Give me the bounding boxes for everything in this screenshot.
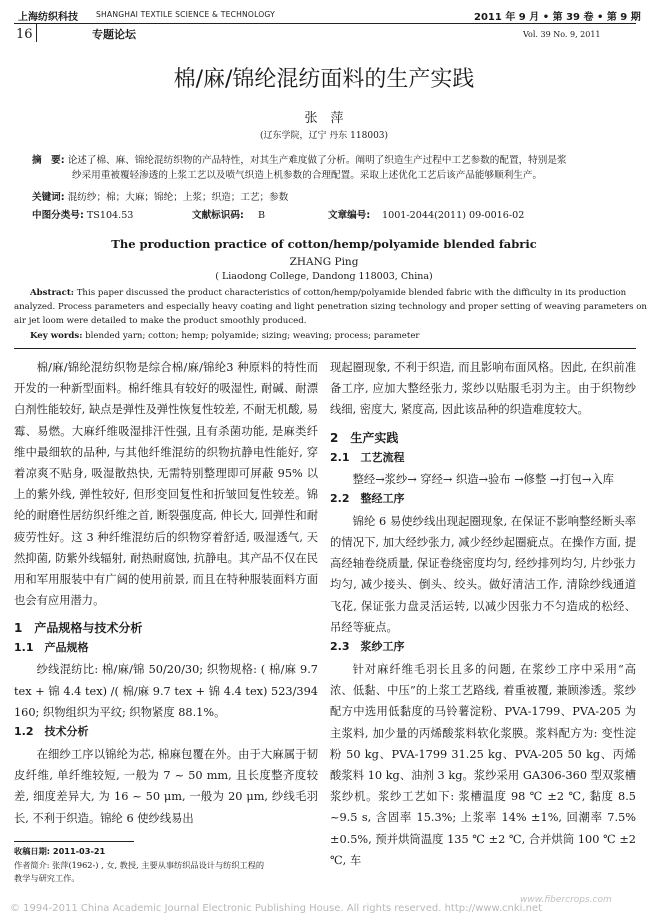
page-number-divider xyxy=(36,24,37,42)
abstract-cn-line2: 纱采用重被覆轻渗透的上浆工艺以及喷气织造上机参数的合理配置。采取上述优化工艺后该产品能够顺利生产。 xyxy=(72,170,543,181)
section-2-heading: 2 生产实践 xyxy=(330,430,399,445)
keywords-cn-text: 混纺纱；棉；大麻；锦纶；上浆；织造；工艺；参数 xyxy=(67,192,289,203)
issue-info-en: Vol. 39 No. 9, 2011 xyxy=(523,30,601,39)
abstract-en-line2: analyzed. Process parameters and especially heavy coating and light penetration sizing technology and proper setting of weaving parameters on xyxy=(14,302,647,312)
footnote-rule xyxy=(14,841,134,842)
abstract-en-line1: This paper discussed the product characteristics of cotton/hemp/polyamide blended fabric with the difficulty in its production xyxy=(76,288,627,298)
left-column xyxy=(14,357,318,829)
abstract-separator xyxy=(14,348,636,349)
header-rule xyxy=(14,23,636,24)
author-en: ZHANG Ping xyxy=(289,256,359,268)
keywords-label: 关键词: xyxy=(32,192,65,203)
abstract-cn-line1: 论述了棉、麻、锦纶混纺织物的产品特性，对其生产难度做了分析。阐明了织造生产过程中工艺参数的配置，特别是浆 xyxy=(67,155,567,166)
title-en: The production practice of cotton/hemp/polyamide blended fabric xyxy=(111,237,537,251)
author-info-line2: 教学与研究工作。 xyxy=(14,873,80,883)
tech-paragraph: 在细纱工序以锦纶为芯, 棉麻包覆在外。由于大麻属于韧皮纤维, 单纤维较短, 一般为 7 ~ 50 mm, 且长度整齐度较差, 细度差异大, 为 16 ~ 50 μm, 一般为 20 μm, 纱线毛羽长, 不利于织造。锦纶 6 使纱线易出 xyxy=(14,748,318,825)
intro-paragraph: 棉/麻/锦纶混纺织物是综合棉/麻/锦纶3 种原料的特性而开发的一种新型面料。棉纤维具有较好的吸湿性, 耐碱、耐漂白剂性能较好, 缺点是弹性及弹性恢复性较差, 不耐无机酸, 易霉、易燃。大麻纤维吸湿排汗性强, 且有杀菌功能, 是麻类纤维中最细软的品种, 与其他纤维混纺的织物抗静电性能好, 穿着凉爽不贴身, 吸湿散热快, 无需特别整理即可屏蔽 95% 以上的紫外线, 弹性较好, 但形变回复性和折皱回复性较差。锦纶的耐磨性居纺织纤维之首, 断裂强度高, 伸长大, 回弹性和耐疲劳性好。这 3 种纤维混纺后的织物穿着舒适, 吸湿透气, 天然抑菌, 防紫外线辐射, 耐热耐腐蚀, 抗静电。其产品不仅在民用和军用服装中有广阔的使用前景, 而且在特种服装面料方面也会有应用潜力。 xyxy=(14,361,318,608)
section-2-2-heading: 2.2 整经工序 xyxy=(330,491,405,505)
section-1-heading: 1 产品规格与技术分析 xyxy=(14,621,143,636)
issue-info-cn: 2011 年 9 月 • 第 39 卷 • 第 9 期 xyxy=(474,12,641,23)
doc-code-label: 文献标识码: xyxy=(192,210,244,221)
keywords-en-text: blended yarn; cotton; hemp; polyamide; sizing; weaving; process; parameter xyxy=(85,331,420,341)
copyright-watermark: © 1994-2011 China Academic Journal Electronic Publishing House. All rights reserved. http://www.cnki.net xyxy=(10,903,542,914)
journal-name-en: SHANGHAI TEXTILE SCIENCE & TECHNOLOGY xyxy=(96,10,275,19)
class-label: 中图分类号: xyxy=(32,210,84,221)
abstract-en-label: Abstract: xyxy=(30,288,74,298)
article-no-label: 文章编号: xyxy=(328,210,371,221)
article-no-value: 1001-2044(2011) 09-0016-02 xyxy=(382,210,525,221)
received-date: 收稿日期: 2011-03-21 xyxy=(14,846,106,856)
section-1-1-heading: 1.1 产品规格 xyxy=(14,641,89,655)
abstract-en xyxy=(14,286,647,328)
section-2-3-heading: 2.3 浆纱工序 xyxy=(330,640,405,654)
continued-paragraph: 现起圈现象, 不利于织造, 而且影响布面风格。因此, 在织前准备工序, 应加大整经张力, 浆纱以贴服毛羽为主。由于织物纱线细, 密度大, 紧度高, 因此该品种的织造难度较大。 xyxy=(330,361,636,417)
process-flow: 整经→浆纱→ 穿经→ 织造→验布 →修整 →打包→入库 xyxy=(352,472,614,486)
journal-name-cn: 上海纺织科技 xyxy=(18,12,78,23)
abstract-label: 摘 要: xyxy=(32,155,65,166)
spec-paragraph: 纱线混纺比: 棉/麻/锦 50/20/30; 织物规格: ( 棉/麻 9.7 tex + 锦 4.4 tex) /( 棉/麻 9.7 tex + 锦 4.4 tex) 523/394 160; 织物组织为平纹; 织物紧度 88.1%。 xyxy=(14,663,318,719)
right-column xyxy=(330,357,636,871)
affiliation-en: ( Liaodong College, Dandong 118003, China) xyxy=(215,271,433,282)
abstract-cn xyxy=(32,153,628,183)
section-1-2-heading: 1.2 技术分析 xyxy=(14,725,89,739)
affiliation-cn: (辽东学院，辽宁 丹东 118003) xyxy=(259,131,389,141)
keywords-en-label: Key words: xyxy=(30,331,83,341)
keywords-en xyxy=(14,329,634,343)
section-2-1-heading: 2.1 工艺流程 xyxy=(330,450,405,464)
doc-code-value: B xyxy=(258,210,266,221)
footnotes xyxy=(14,845,318,886)
abstract-en-line3: air jet loom were detailed to make the product smoothly produced. xyxy=(14,316,307,326)
page-number: 16 xyxy=(16,27,33,42)
site-watermark: www.fibercrops.com xyxy=(520,895,612,905)
author-info-line1: 作者简介: 张萍(1962-) , 女, 教授, 主要从事纺织品设计与纺织工程的 xyxy=(14,859,265,870)
author-cn: 张 萍 xyxy=(304,111,344,126)
title-cn: 棉/麻/锦纶混纺面料的生产实践 xyxy=(173,67,475,92)
class-value: TS104.53 xyxy=(86,210,134,221)
column-name: 专题论坛 xyxy=(92,28,136,41)
sizing-paragraph: 针对麻纤维毛羽长且多的问题, 在浆纱工序中采用“高浓、低黏、中压”的上浆工艺路线, 着重被覆, 兼顾渗透。浆纱配方中选用低黏度的马铃薯淀粉、PVA-1799、PVA-205 为主浆料, 加少量的丙烯酸浆料软化浆膜。浆料配方为: 变性淀粉 50 kg、PVA-1799 31.25 kg、PVA-205 50 kg、丙烯酸浆料 10 kg、油剂 3 kg。浆纱采用 GA306-360 型双浆槽浆纱机。浆纱工艺如下: 浆槽温度 98 ℃ ±2 ℃, 黏度 8.5 ~9.5 s, 含固率 15.3%; 上浆率 14% ±1%, 回潮率 7.5% ±0.5%, 预并烘筒温度 135 ℃ ±2 ℃, 合并烘筒 100 ℃ ±2 ℃, 车 xyxy=(330,663,636,867)
classification-row xyxy=(32,208,628,223)
keywords-cn xyxy=(32,190,288,205)
warping-paragraph: 锦纶 6 易使纱线出现起圈现象, 在保证不影响整经断头率的情况下, 加大经纱张力, 减少经纱起圈疵点。在操作方面, 提高经轴卷绕质量, 保证卷绕密度均匀, 经纱排列均匀, 片纱张力均匀, 减少接头、倒头、绞头。做好清洁工作, 清除纱线通道飞花, 保证张力盘灵活运转, 以减少因张力不匀造成的松经、吊经等疵点。 xyxy=(330,514,636,634)
